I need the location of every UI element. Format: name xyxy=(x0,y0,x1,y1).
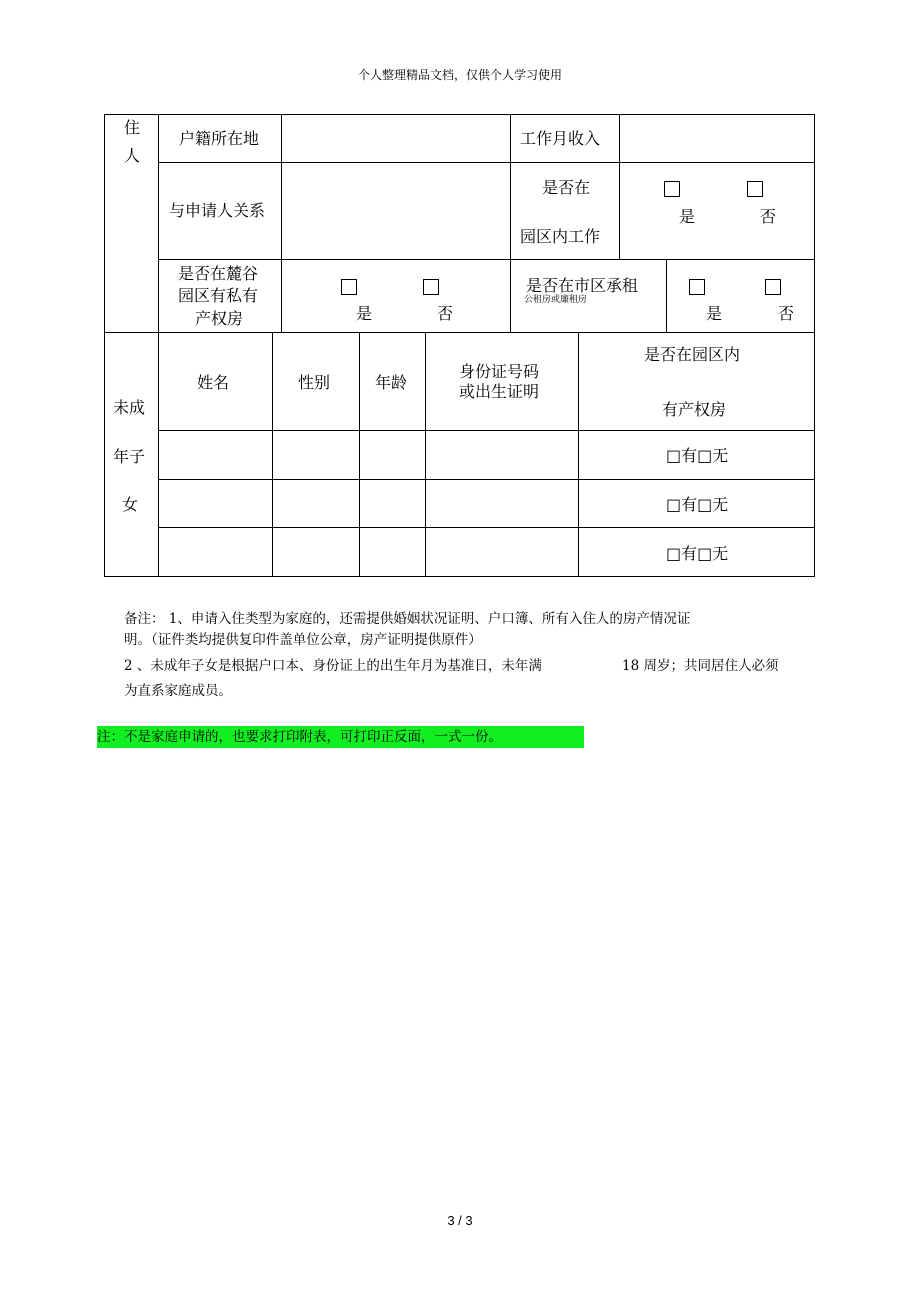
rent-no-checkbox[interactable] xyxy=(765,279,781,295)
section-divider xyxy=(104,332,815,333)
note-line: 明。（证件类均提供复印件盖单位公章，房产证明提供原件） xyxy=(124,632,482,648)
column-header-property: 有产权房 xyxy=(662,400,727,419)
column-header-gender: 性别 xyxy=(298,373,331,392)
table-border-left xyxy=(104,114,105,576)
column-divider xyxy=(158,114,159,576)
rent-sub-label: 公租房或廉租房 xyxy=(524,295,588,305)
note-line: 2 、未成年子女是根据户口本、身份证上的出生年月为基准日，未年满 xyxy=(124,658,542,674)
row-divider xyxy=(158,259,815,260)
column-divider xyxy=(281,114,282,332)
highlighted-note: 注：不是家庭申请的，也要求打印附表，可打印正反面，一式一份。 xyxy=(97,729,502,745)
child-property-option[interactable]: □有□无 xyxy=(666,446,729,465)
page-number: 3 / 3 xyxy=(447,1213,473,1228)
property-label: 是否在麓谷 xyxy=(178,264,259,283)
table-border-bottom xyxy=(104,576,815,577)
column-divider xyxy=(510,114,511,332)
row-divider xyxy=(158,527,815,528)
note-line: 备注： 1、申请入住类型为家庭的，还需提供婚姻状况证明、户口簿、所有入住人的房产情况证 xyxy=(124,611,691,627)
property-yes-checkbox[interactable] xyxy=(341,279,357,295)
row-divider xyxy=(158,162,815,163)
row-divider xyxy=(158,430,815,431)
column-divider xyxy=(578,332,579,576)
table-border-right xyxy=(814,114,815,576)
column-divider xyxy=(359,332,360,576)
column-header-id: 身份证号码 xyxy=(459,362,540,381)
property-yes-label: 是 xyxy=(356,304,373,323)
note-line: 为直系家庭成员。 xyxy=(124,683,232,699)
income-label: 工作月收入 xyxy=(520,129,601,148)
relation-label: 与申请人关系 xyxy=(169,201,266,220)
column-header-name: 姓名 xyxy=(197,373,230,392)
property-label: 园区有私有 xyxy=(178,286,259,305)
work-in-park-label: 是否在 xyxy=(542,178,591,197)
column-header-id: 或出生证明 xyxy=(459,382,540,401)
child-property-option[interactable]: □有□无 xyxy=(666,544,729,563)
work-yes-label: 是 xyxy=(679,207,696,226)
property-label: 产权房 xyxy=(195,309,244,328)
column-divider xyxy=(425,332,426,576)
resident-side-label: 住 xyxy=(124,118,141,137)
minors-side-label: 未成 xyxy=(113,398,146,417)
column-divider xyxy=(619,114,620,259)
table-border-top xyxy=(104,114,815,115)
property-no-checkbox[interactable] xyxy=(423,279,439,295)
note-line: 18 周岁；共同居住人必须 xyxy=(622,658,779,674)
hukou-label: 户籍所在地 xyxy=(179,129,260,148)
work-no-label: 否 xyxy=(760,207,777,226)
work-yes-checkbox[interactable] xyxy=(664,181,680,197)
column-divider xyxy=(272,332,273,576)
minors-side-label: 女 xyxy=(122,495,139,514)
column-divider xyxy=(666,259,667,332)
rent-no-label: 否 xyxy=(778,304,795,323)
work-no-checkbox[interactable] xyxy=(747,181,763,197)
minors-side-label: 年子 xyxy=(113,447,146,466)
column-header-property: 是否在园区内 xyxy=(644,345,741,364)
rent-label: 是否在市区承租 xyxy=(526,276,639,295)
resident-side-label: 人 xyxy=(124,146,141,165)
page-header: 个人整理精品文档，仅供个人学习使用 xyxy=(357,68,562,82)
column-header-age: 年龄 xyxy=(375,373,408,392)
rent-yes-checkbox[interactable] xyxy=(689,279,705,295)
work-in-park-label: 园区内工作 xyxy=(520,227,601,246)
property-no-label: 否 xyxy=(437,304,454,323)
row-divider xyxy=(158,479,815,480)
rent-yes-label: 是 xyxy=(706,304,723,323)
child-property-option[interactable]: □有□无 xyxy=(666,495,729,514)
